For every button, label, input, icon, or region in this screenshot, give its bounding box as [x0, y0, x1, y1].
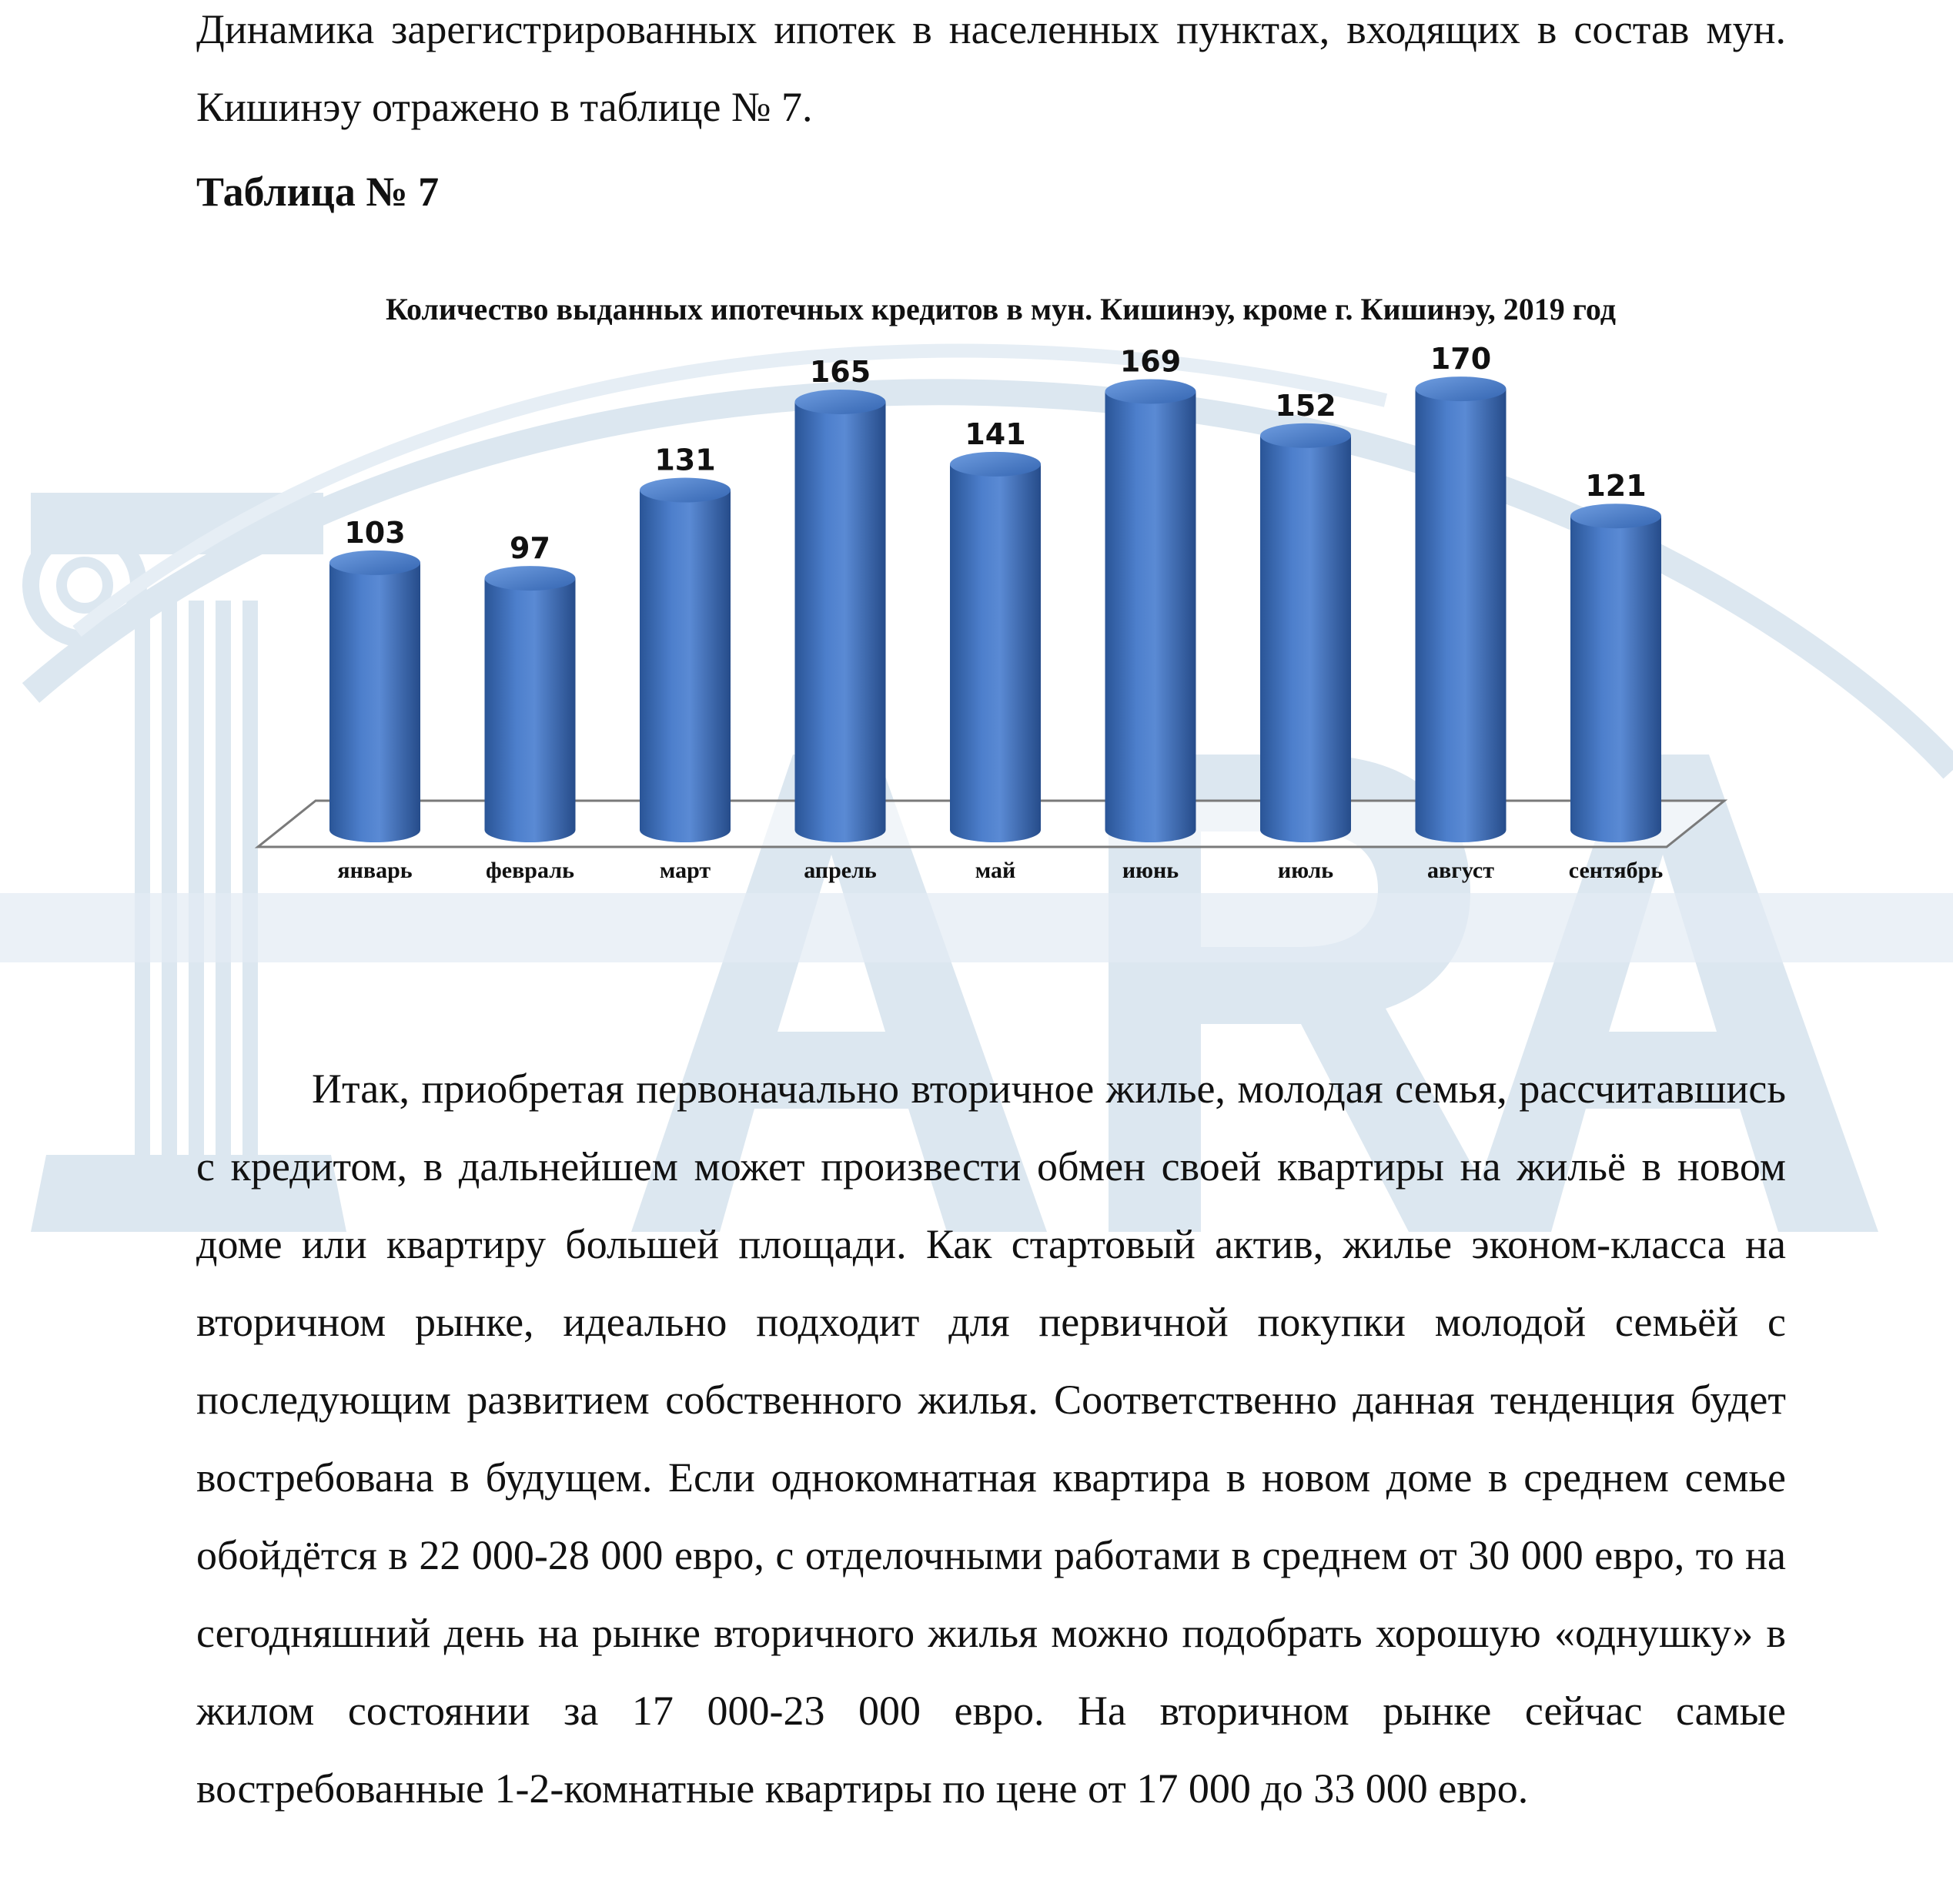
bar-февраль [485, 578, 576, 842]
data-label-июль: 152 [1275, 388, 1336, 423]
data-label-февраль: 97 [510, 531, 550, 566]
category-label-март: март [659, 858, 711, 883]
data-label-июнь: 169 [1119, 344, 1182, 379]
category-label-май: май [975, 858, 1016, 883]
bar-апрель [795, 402, 886, 842]
bar-top-март [640, 478, 731, 503]
category-label-апрель: апрель [804, 858, 877, 883]
bar-top-май [950, 452, 1041, 477]
bar-top-февраль [485, 566, 576, 591]
body-section [196, 1050, 1786, 1828]
data-label-апрель: 165 [809, 354, 871, 389]
bar-top-январь [329, 550, 420, 575]
bar-top-июль [1260, 423, 1351, 448]
category-label-июль: июль [1277, 858, 1334, 883]
body-paragraph: Итак, приобретая первоначально вторичное жилье, молодая семья, рассчитавшись с кредитом, в дальнейшем может произвести обмен своей квартиры на жильё в новом доме или квартиру большей площади. Как стартовый актив, жилье эконом-класса на вторичном рынке, идеально подходит для первичной покупки молодой семьёй с последующим развитием собственного жилья. Соответственно данная тенденция будет востребована в будущем. Если однокомнатная квартира в новом доме в среднем семье обойдётся в 22 000-28 000 евро, с отделочными работами в среднем от 30 000 евро, то на сегодняшний день на рынке вторичного жилья можно подобрать хорошую «однушку» в жилом состоянии за 17 000-23 000 евро. На вторичном рынке сейчас самые востребованные 1-2-комнатные квартиры по цене от 17 000 до 33 000 евро. [196, 1066, 1786, 1812]
bar-top-сентябрь [1570, 504, 1661, 528]
bar-top-август [1416, 376, 1507, 401]
table-caption: Таблица № 7 [196, 169, 440, 215]
bar-сентябрь [1570, 516, 1661, 842]
mortgage-bar-chart [0, 0, 1953, 924]
bar-июнь [1105, 391, 1196, 842]
bar-январь [329, 563, 420, 842]
data-label-март: 131 [654, 443, 716, 477]
category-label-август: август [1427, 858, 1494, 883]
bar-top-апрель [795, 390, 886, 414]
category-label-сентябрь: сентябрь [1568, 858, 1664, 883]
chart-title: Количество выданных ипотечных кредитов в мун. Кишинэу, кроме г. Кишинэу, 2019 год [386, 292, 1616, 326]
data-label-август: 170 [1430, 342, 1492, 376]
category-label-июнь: июнь [1122, 858, 1179, 883]
data-label-январь: 103 [344, 515, 406, 550]
bar-март [640, 490, 731, 842]
bar-май [950, 464, 1041, 842]
bar-июль [1260, 436, 1351, 842]
data-label-сентябрь: 121 [1585, 469, 1647, 504]
intro-paragraph: Динамика зарегистрированных ипотек в населенных пунктах, входящих в состав мун. Кишинэу отражено в таблице № 7. [196, 6, 1786, 130]
bar-top-июнь [1105, 379, 1196, 403]
category-label-январь: январь [337, 858, 413, 883]
data-label-май: 141 [965, 417, 1026, 451]
category-label-февраль: февраль [486, 858, 574, 883]
bar-август [1416, 389, 1507, 842]
